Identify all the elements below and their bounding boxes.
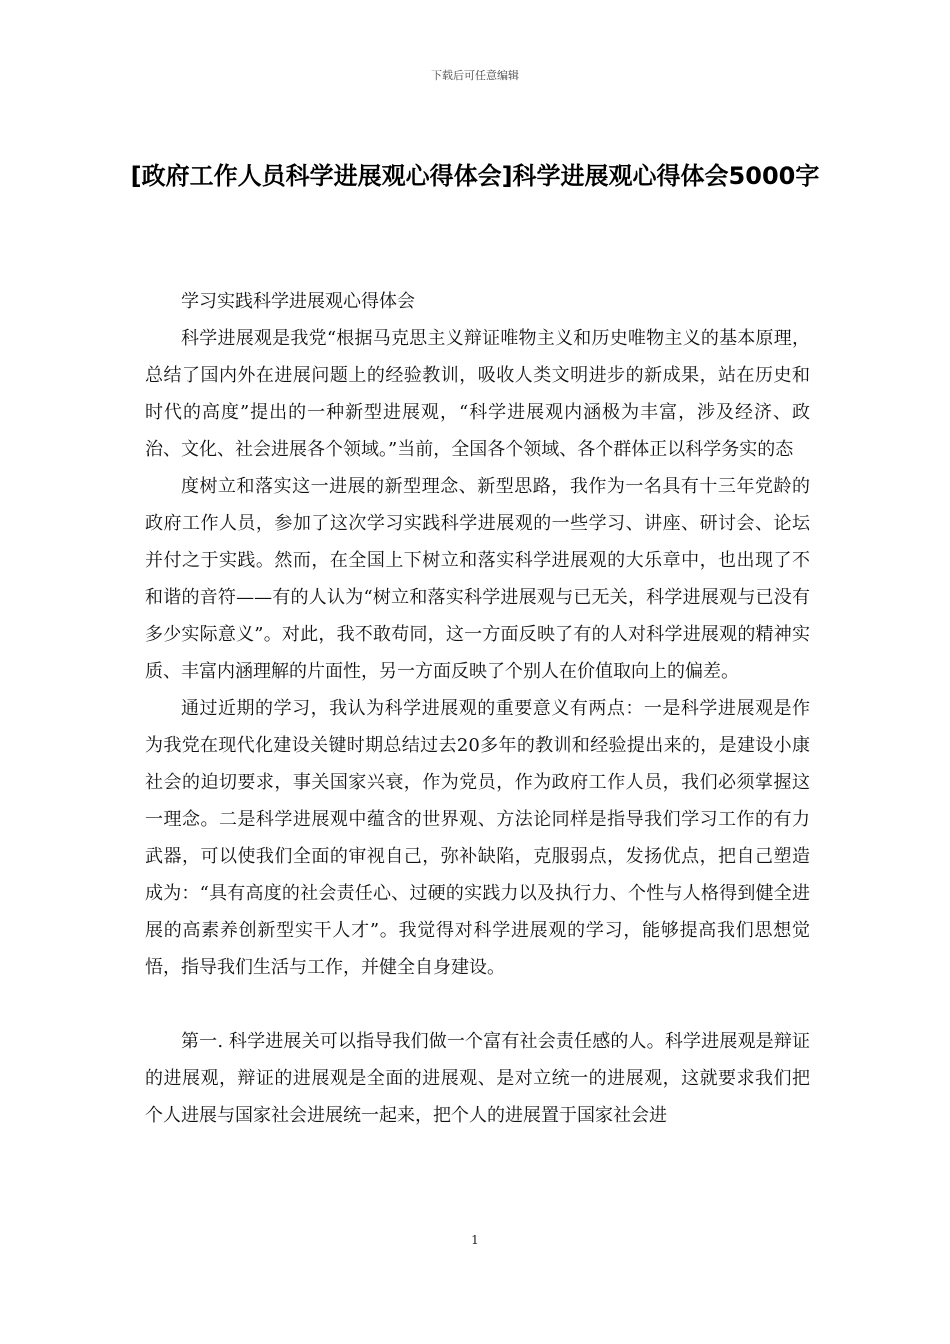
body-paragraph: 度树立和落实这一进展的新型理念、新型思路，我作为一名具有十三年党龄的政府工作人员，参加了这次学习实践科学进展观的一些学习、讲座、研讨会、论坛并付之于实践。然而，在全国上下树立和落实科学进展观的大乐章中，也出现了不和谐的音符——有的人认为“树立和落实科学进展观与已无关，科学进展观与已没有多少实际意义”。对此，我不敢苟同，这一方面反映了有的人对科学进展观的精神实质、丰富内涵理解的片面性，另一方面反映了个别人在价值取向上的偏差。 [145, 476, 810, 682]
body-paragraph: 通过近期的学习，我认为科学进展观的重要意义有两点：一是科学进展观是作为我党在现代化建设关键时期总结过去20多年的教训和经验提出来的，是建设小康社会的迫切要求，事关国家兴衰，作为党员，作为政府工作人员，我们必须掌握这一理念。二是科学进展观中蕴含的世界观、方法论同样是指导我们学习工作的有力武器，可以使我们全面的审视自己，弥补缺陷，克服弱点，发扬优点，把自己塑造成为：“具有高度的社会责任心、过硬的实践力以及执行力、个性与人格得到健全进展的高素养创新型实干人才”。我觉得对科学进展观的学习，能够提高我们思想觉悟，指导我们生活与工作，并健全自身建设。 [145, 698, 810, 978]
page-number: 1 [471, 1233, 479, 1247]
section-heading: 学习实践科学进展观心得体会 [181, 291, 415, 312]
document-title: [政府工作人员科学进展观心得体会]科学进展观心得体会5000字 [130, 162, 820, 190]
body-paragraph: 第一. 科学进展关可以指导我们做一个富有社会责任感的人。科学进展观是辩证的进展观，辩证的进展观是全面的进展观、是对立统一的进展观，这就要求我们把个人进展与国家社会进展统一起来，把个人的进展置于国家社会进 [145, 1031, 810, 1126]
document-body [145, 283, 810, 1134]
page-header-note: 下载后可任意编辑 [431, 69, 519, 82]
body-paragraph: 科学进展观是我党“根据马克思主义辩证唯物主义和历史唯物主义的基本原理，总结了国内外在进展问题上的经验教训，吸收人类文明进步的新成果，站在历史和时代的高度”提出的一种新型进展观，“科学进展观内涵极为丰富，涉及经济、政治、文化、社会进展各个领域。”当前，全国各个领域、各个群体正以科学务实的态 [145, 328, 810, 460]
